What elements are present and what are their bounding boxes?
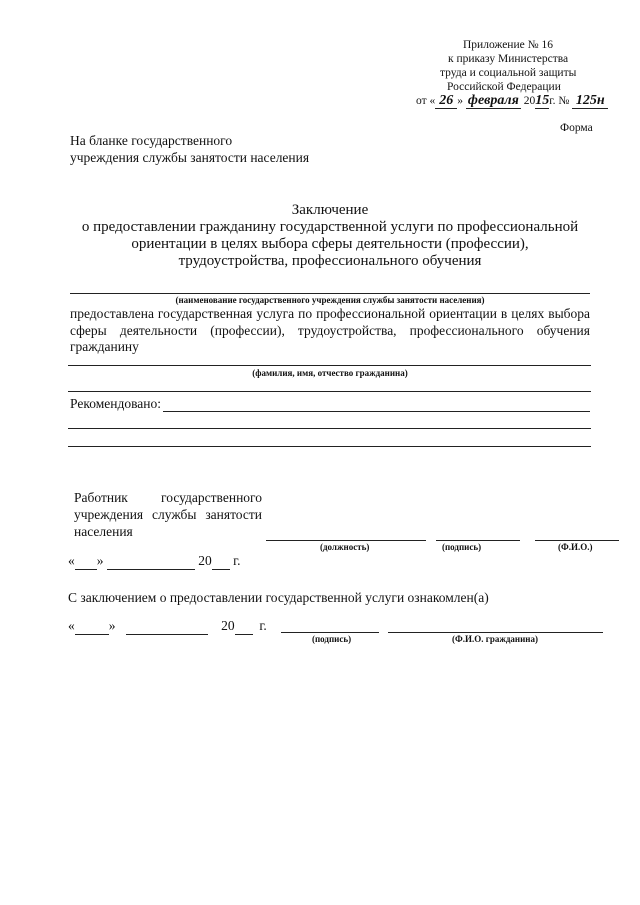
date-year-prefix: 20	[523, 95, 536, 107]
citizen-date-close-quote: »	[108, 618, 116, 633]
date-suffix-2: г.	[233, 553, 241, 568]
title-line-4: трудоустройства, профессионального обучения	[178, 253, 482, 269]
title-line-3: ориентации в целях выбора сферы деятельности (профессии),	[131, 236, 529, 252]
citizen-date-year-field[interactable]	[235, 618, 253, 635]
recommended-line-1[interactable]	[163, 411, 590, 412]
body-text-line-1: предоставлена государственная услуга по профессиональной ориентации в целях выбора	[70, 306, 590, 321]
appendix-line-4: Российской Федерации	[447, 81, 561, 93]
date-month: февраля	[466, 93, 521, 109]
citizen-name-line[interactable]	[68, 365, 591, 366]
citizen-date-open-quote: «	[68, 618, 75, 633]
title-line-1: Заключение	[291, 202, 369, 218]
recommended-line-3[interactable]	[68, 446, 591, 447]
fio-caption: (Ф.И.О.)	[558, 542, 593, 552]
recommended-line-2[interactable]	[68, 428, 591, 429]
date-year-field[interactable]	[212, 553, 230, 570]
appendix-line-3: труда и социальной защиты	[440, 67, 577, 79]
date-close-quote: »	[96, 553, 104, 568]
citizen-date-row	[68, 618, 267, 635]
signature-caption: (подпись)	[442, 542, 482, 552]
institution-caption: (наименование государственного учреждения службы занятости населения)	[175, 295, 485, 305]
employee-line-2: учреждения службы занятости	[74, 507, 262, 522]
letterhead-line-1: На бланке государственного	[70, 133, 233, 148]
form-label: Форма	[560, 122, 593, 134]
institution-name-line[interactable]	[70, 293, 590, 294]
recommended-label: Рекомендовано:	[70, 396, 161, 411]
citizen-caption: (фамилия, имя, отчество гражданина)	[252, 368, 408, 378]
date-day-field[interactable]	[75, 553, 97, 570]
employee-line-1: Работник государственного	[74, 490, 262, 505]
citizen-name-line-2[interactable]	[68, 391, 591, 392]
date-open-quote: «	[68, 553, 75, 568]
date-year-prefix-2: 20	[198, 553, 212, 568]
citizen-fio-line[interactable]	[388, 632, 603, 633]
date-prefix: от «	[416, 95, 436, 107]
date-row	[68, 553, 241, 570]
citizen-fio-caption: (Ф.И.О. гражданина)	[452, 634, 538, 644]
date-mid: »	[457, 95, 463, 107]
title-line-2: о предоставлении гражданину государственной услуги по профессиональной	[81, 219, 579, 235]
date-day: 26	[435, 93, 457, 109]
position-line[interactable]	[266, 540, 426, 541]
citizen-date-day-field[interactable]	[75, 618, 109, 635]
appendix-line-1: Приложение № 16	[463, 39, 553, 51]
citizen-signature-caption: (подпись)	[312, 634, 352, 644]
fio-line[interactable]	[535, 540, 619, 541]
acquainted-text: С заключением о предоставлении государственной услуги ознакомлен(а)	[68, 590, 489, 605]
letterhead-line-2: учреждения службы занятости населения	[70, 150, 310, 165]
date-suffix: г. №	[549, 95, 570, 107]
employee-line-3: населения	[74, 524, 133, 539]
appendix-date-line	[416, 93, 608, 109]
signature-line[interactable]	[436, 540, 520, 541]
date-year: 15	[535, 93, 550, 108]
citizen-date-month-field[interactable]	[126, 618, 208, 635]
position-caption: (должность)	[320, 542, 370, 552]
citizen-date-year-prefix: 20	[221, 618, 235, 633]
citizen-date-suffix: г.	[259, 618, 267, 633]
body-text-line-2: сферы деятельности (профессии), трудоустройства, профессионального обучения гражданину	[70, 323, 590, 354]
citizen-signature-line[interactable]	[281, 632, 379, 633]
appendix-line-2: к приказу Министерства	[448, 53, 569, 65]
date-month-field[interactable]	[107, 553, 195, 570]
order-number: 125н	[572, 93, 608, 109]
